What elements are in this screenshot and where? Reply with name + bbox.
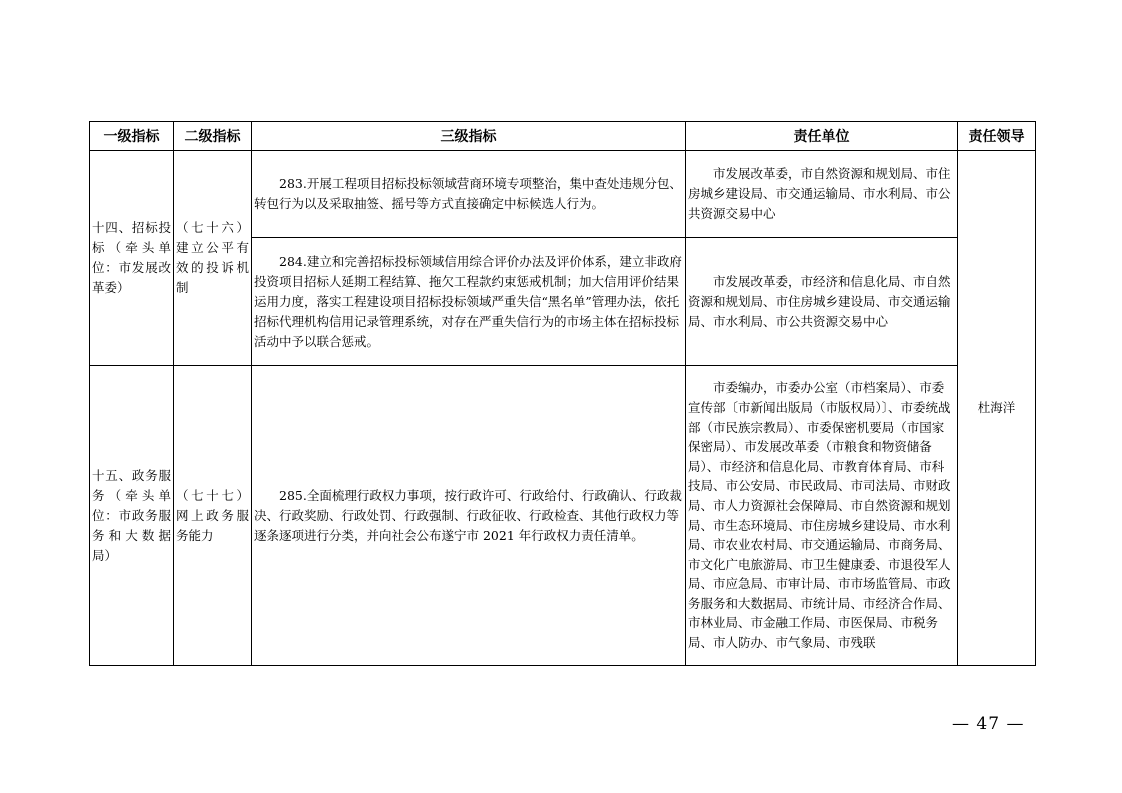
level2-cell: （七十六）建立公平有效的投诉机制 (174, 151, 252, 366)
level3-cell: 285.全面梳理行政权力事项，按行政许可、行政给付、行政确认、行政裁决、行政奖励、行政处罚、行政强制、行政征收、行政检查、其他行政权力等逐条逐项进行分类，并向社会公布遂宁市 2021 年行政权力责任清单。 (252, 366, 686, 666)
table-row (90, 151, 1036, 238)
indicator-table (89, 121, 1036, 666)
level2-cell: （七十七）网上政务服务能力 (174, 366, 252, 666)
header-row (90, 122, 1036, 151)
units-cell: 市委编办，市委办公室（市档案局）、市委宣传部〔市新闻出版局（市版权局）〕、市委统战部（市民族宗教局）、市委保密机要局（市国家保密局）、市发展改革委（市粮食和物资储备局）、市经济和信息化局、市教育体育局、市科技局、市公安局、市民政局、市司法局、市财政局、市人力资源社会保障局、市自然资源和规划局、市生态环境局、市住房城乡建设局、市水利局、市农业农村局、市交通运输局、市商务局、市文化广电旅游局、市卫生健康委、市退役军人局、市应急局、市审计局、市市场监管局、市政务服务和大数据局、市统计局、市经济合作局、市林业局、市金融工作局、市医保局、市税务局、市人防办、市气象局、市残联 (686, 366, 958, 666)
units-cell: 市发展改革委，市自然资源和规划局、市住房城乡建设局、市交通运输局、市水利局、市公共资源交易中心 (686, 151, 958, 238)
level3-cell: 283.开展工程项目招标投标领域营商环境专项整治，集中查处违规分包、转包行为以及采取抽签、摇号等方式直接确定中标候选人行为。 (252, 151, 686, 238)
level1-cell: 十四、招标投标（牵头单位：市发展改革委） (90, 151, 174, 366)
header-level2: 二级指标 (174, 122, 252, 151)
level3-cell: 284.建立和完善招标投标领域信用综合评价办法及评价体系，建立非政府投资项目招标人延期工程结算、拖欠工程款约束惩戒机制；加大信用评价结果运用力度，落实工程建设项目招标投标领域严重失信“黑名单”管理办法，依托招标代理机构信用记录管理系统，对存在严重失信行为的市场主体在招标投标活动中予以联合惩戒。 (252, 238, 686, 366)
units-cell: 市发展改革委，市经济和信息化局、市自然资源和规划局、市住房城乡建设局、市交通运输局、市水利局、市公共资源交易中心 (686, 238, 958, 366)
leader-cell: 杜海洋 (958, 151, 1036, 666)
header-units: 责任单位 (686, 122, 958, 151)
page-number: — 47 — (952, 714, 1025, 734)
table-row (90, 366, 1036, 666)
header-level1: 一级指标 (90, 122, 174, 151)
header-level3: 三级指标 (252, 122, 686, 151)
header-leader: 责任领导 (958, 122, 1036, 151)
level1-cell: 十五、政务服务（牵头单位：市政务服务和大数据局） (90, 366, 174, 666)
